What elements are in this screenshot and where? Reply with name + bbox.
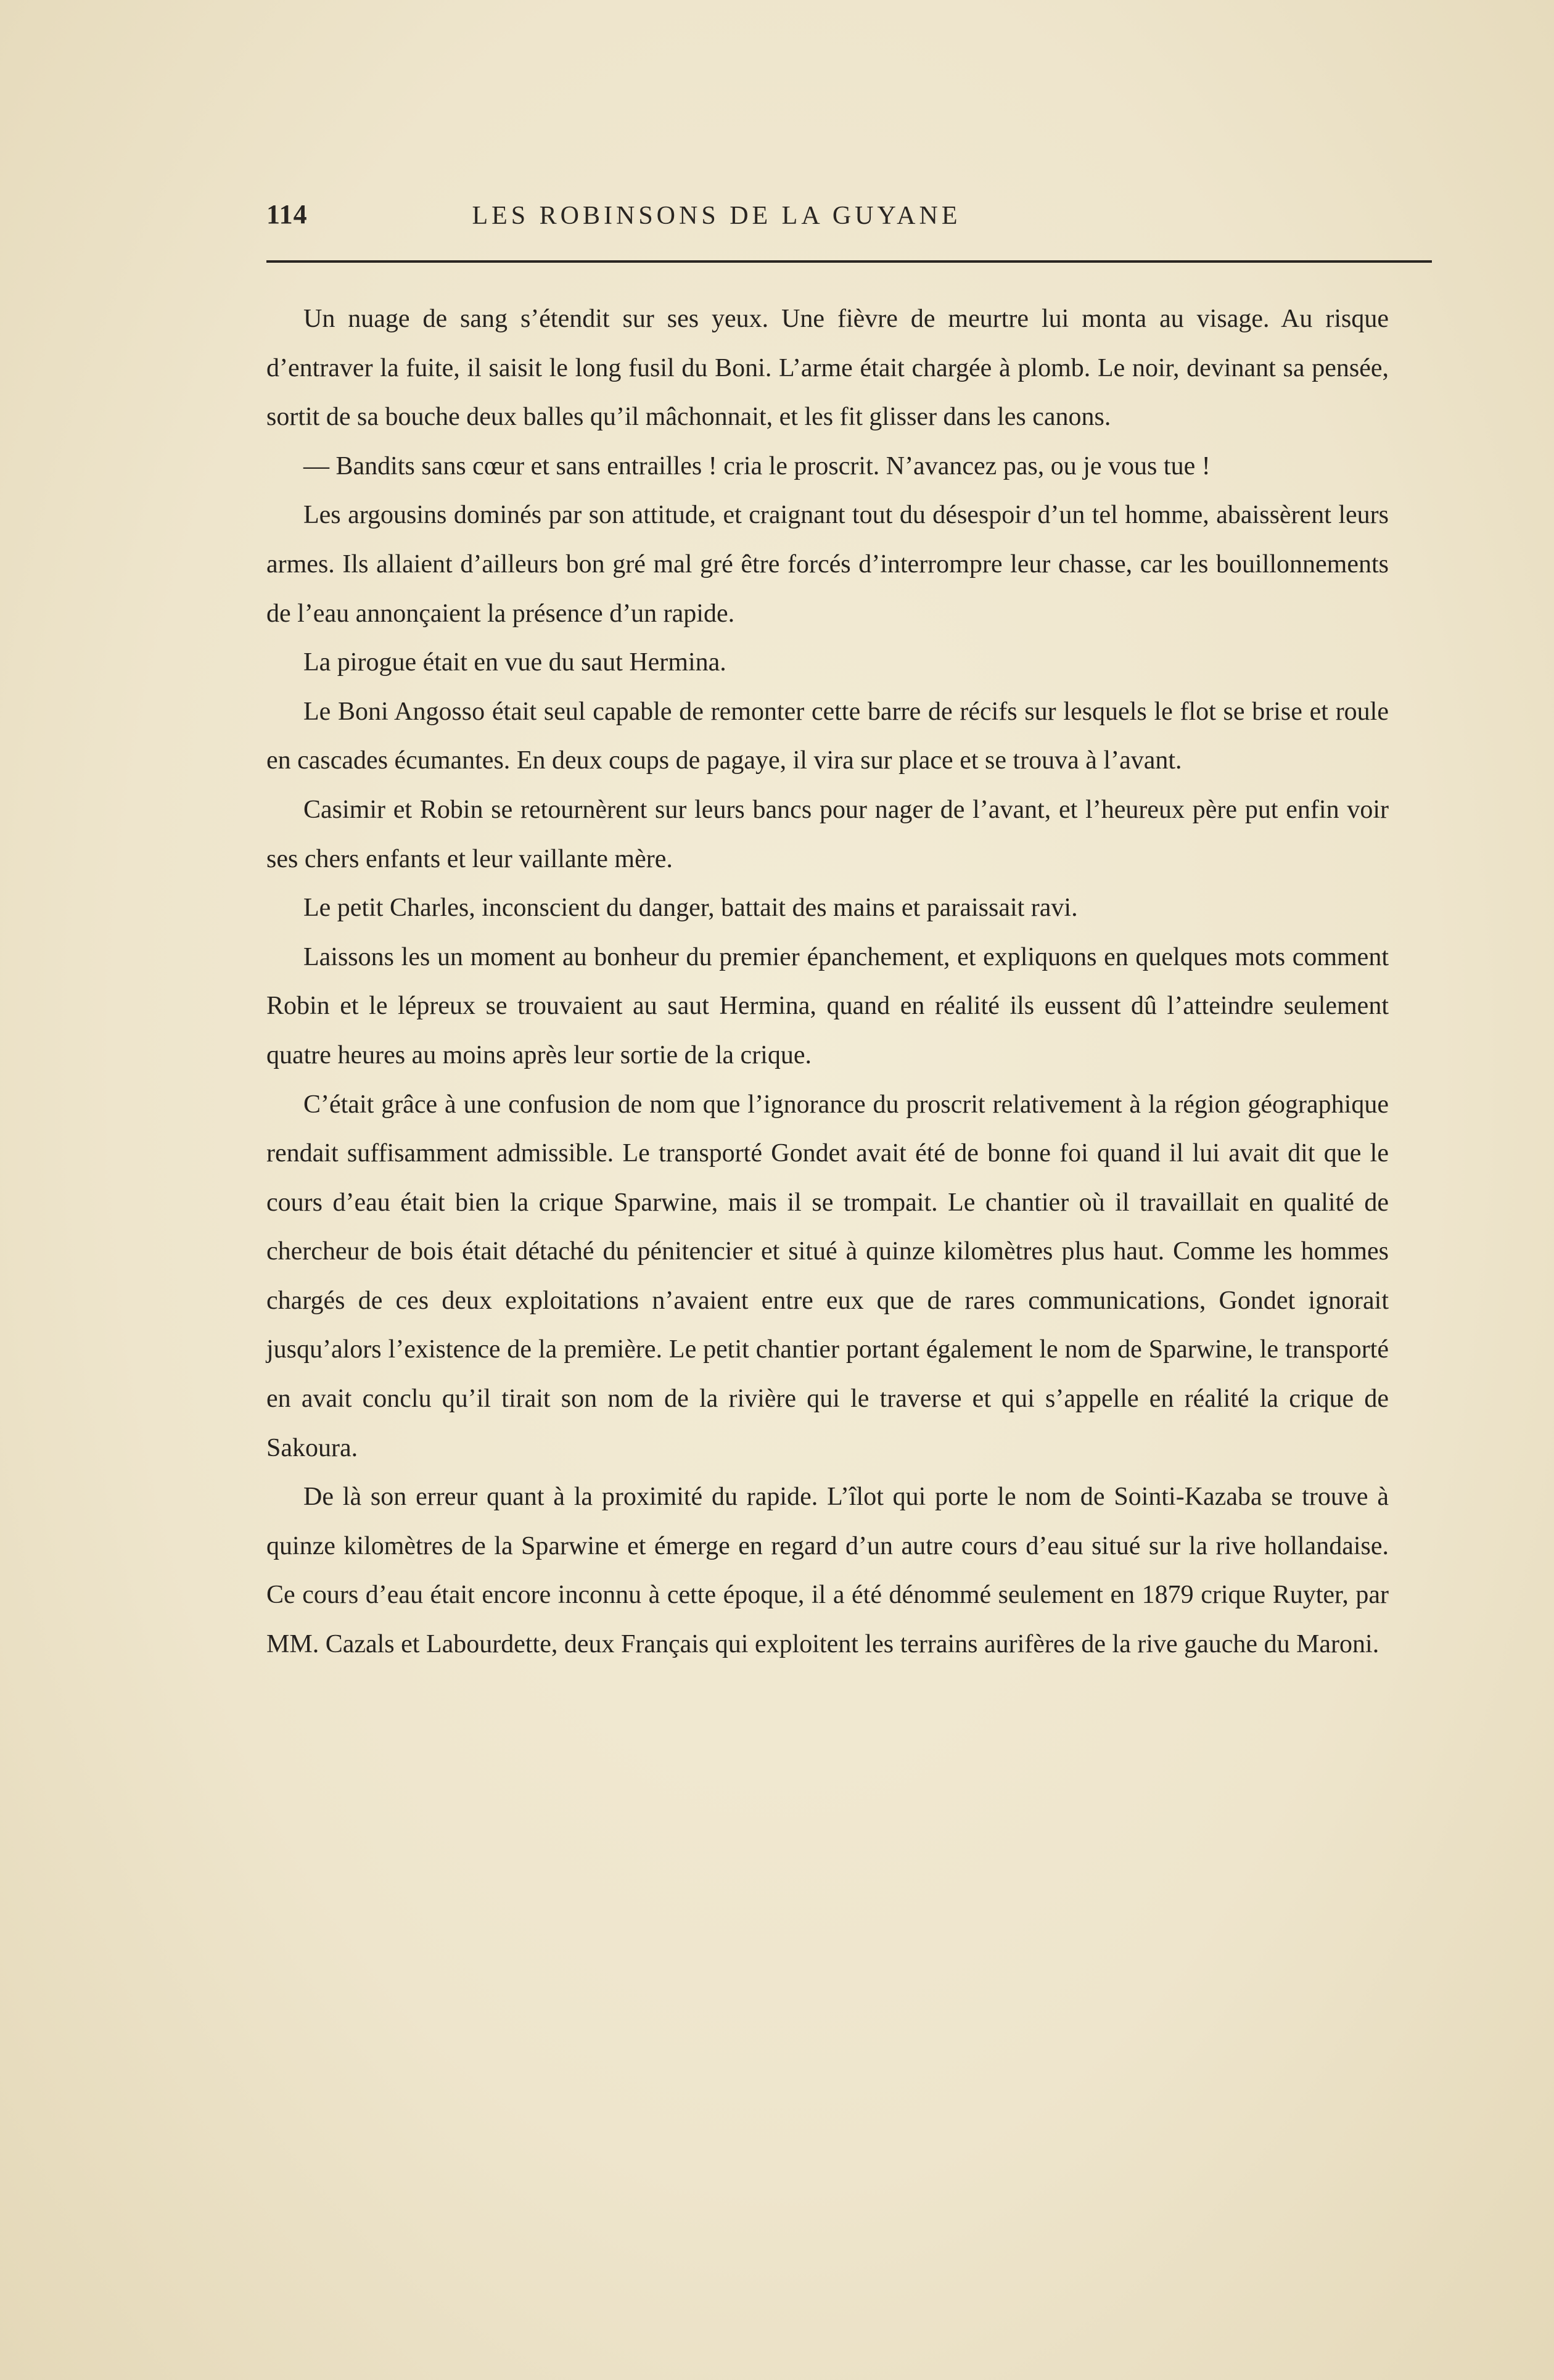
header-rule (266, 260, 1432, 263)
paragraph: Laissons les un moment au bonheur du premier épanchement, et expliquons en quelques mots comment Robin et le lépreux se trouvaient au saut Hermina, quand en réalité ils eussent dû l’atteindre seulement quatre heures au moins après leur sortie de la crique. (266, 942, 1389, 1069)
paragraph: Les argousins dominés par son attitude, et craignant tout du désespoir d’un tel homme, abaissèrent leurs armes. Ils allaient d’ailleurs bon gré mal gré être forcés d’interrompre leur chasse, car les bouillonnements de l’eau annonçaient la présence d’un rapide. (266, 501, 1389, 628)
paragraph: — Bandits sans cœur et sans entrailles ! cria le proscrit. N’avancez pas, ou je vous tue ! (303, 451, 1211, 480)
paragraph: Le petit Charles, inconscient du danger, battait des mains et paraissait ravi. (303, 894, 1078, 923)
paragraph: C’était grâce à une confusion de nom que l’ignorance du proscrit relativement à la région géographique rendait suffisamment admissible. Le transporté Gondet avait été de bonne foi quand il lui avait dit que le cours d’eau était bien la crique Sparwine, mais il se trompait. Le chantier où il travaillait en qualité de chercheur de bois était détaché du pénitencier et situé à quinze kilomètres plus haut. Comme les hommes chargés de ces deux exploitations n’avaient entre eux que de rares communications, Gondet ignorait jusqu’alors l’existence de la première. Le petit chantier portant également le nom de Sparwine, le transporté en avait conclu qu’il tirait son nom de la rivière qui le traverse et qui s’appelle en réalité la crique de Sakoura. (266, 1090, 1389, 1462)
body-text (266, 295, 1389, 1670)
paragraph: Le Boni Angosso était seul capable de remonter cette barre de récifs sur lesquels le flot se brise et roule en cascades écumantes. En deux coups de pagaye, il vira sur place et se trouva à l’avant. (266, 697, 1389, 775)
page-number: 114 (266, 199, 308, 229)
paragraph: De là son erreur quant à la proximité du rapide. L’îlot qui porte le nom de Sointi-Kazaba se trouve à quinze kilomètres de la Sparwine et émerge en regard d’un autre cours d’eau situé sur la rive hollandaise. Ce cours d’eau était encore inconnu à cette époque, il a été dénommé seulement en 1879 crique Ruyter, par MM. Cazals et Labourdette, deux Français qui exploitent les terrains aurifères de la rive gauche du Maroni. (266, 1483, 1389, 1659)
running-title: LES ROBINSONS DE LA GUYANE (472, 202, 961, 230)
paragraph: La pirogue était en vue du saut Hermina. (303, 648, 726, 677)
page-header (266, 199, 1130, 242)
paragraph: Casimir et Robin se retournèrent sur leurs bancs pour nager de l’avant, et l’heureux père put enfin voir ses chers enfants et leur vaillante mère. (266, 795, 1389, 873)
paragraph: Un nuage de sang s’étendit sur ses yeux. Une fièvre de meurtre lui monta au visage. Au risque d’entraver la fuite, il saisit le long fusil du Boni. L’arme était chargée à plomb. Le noir, devinant sa pensée, sortit de sa bouche deux balles qu’il mâchonnait, et les fit glisser dans les canons. (266, 305, 1389, 432)
